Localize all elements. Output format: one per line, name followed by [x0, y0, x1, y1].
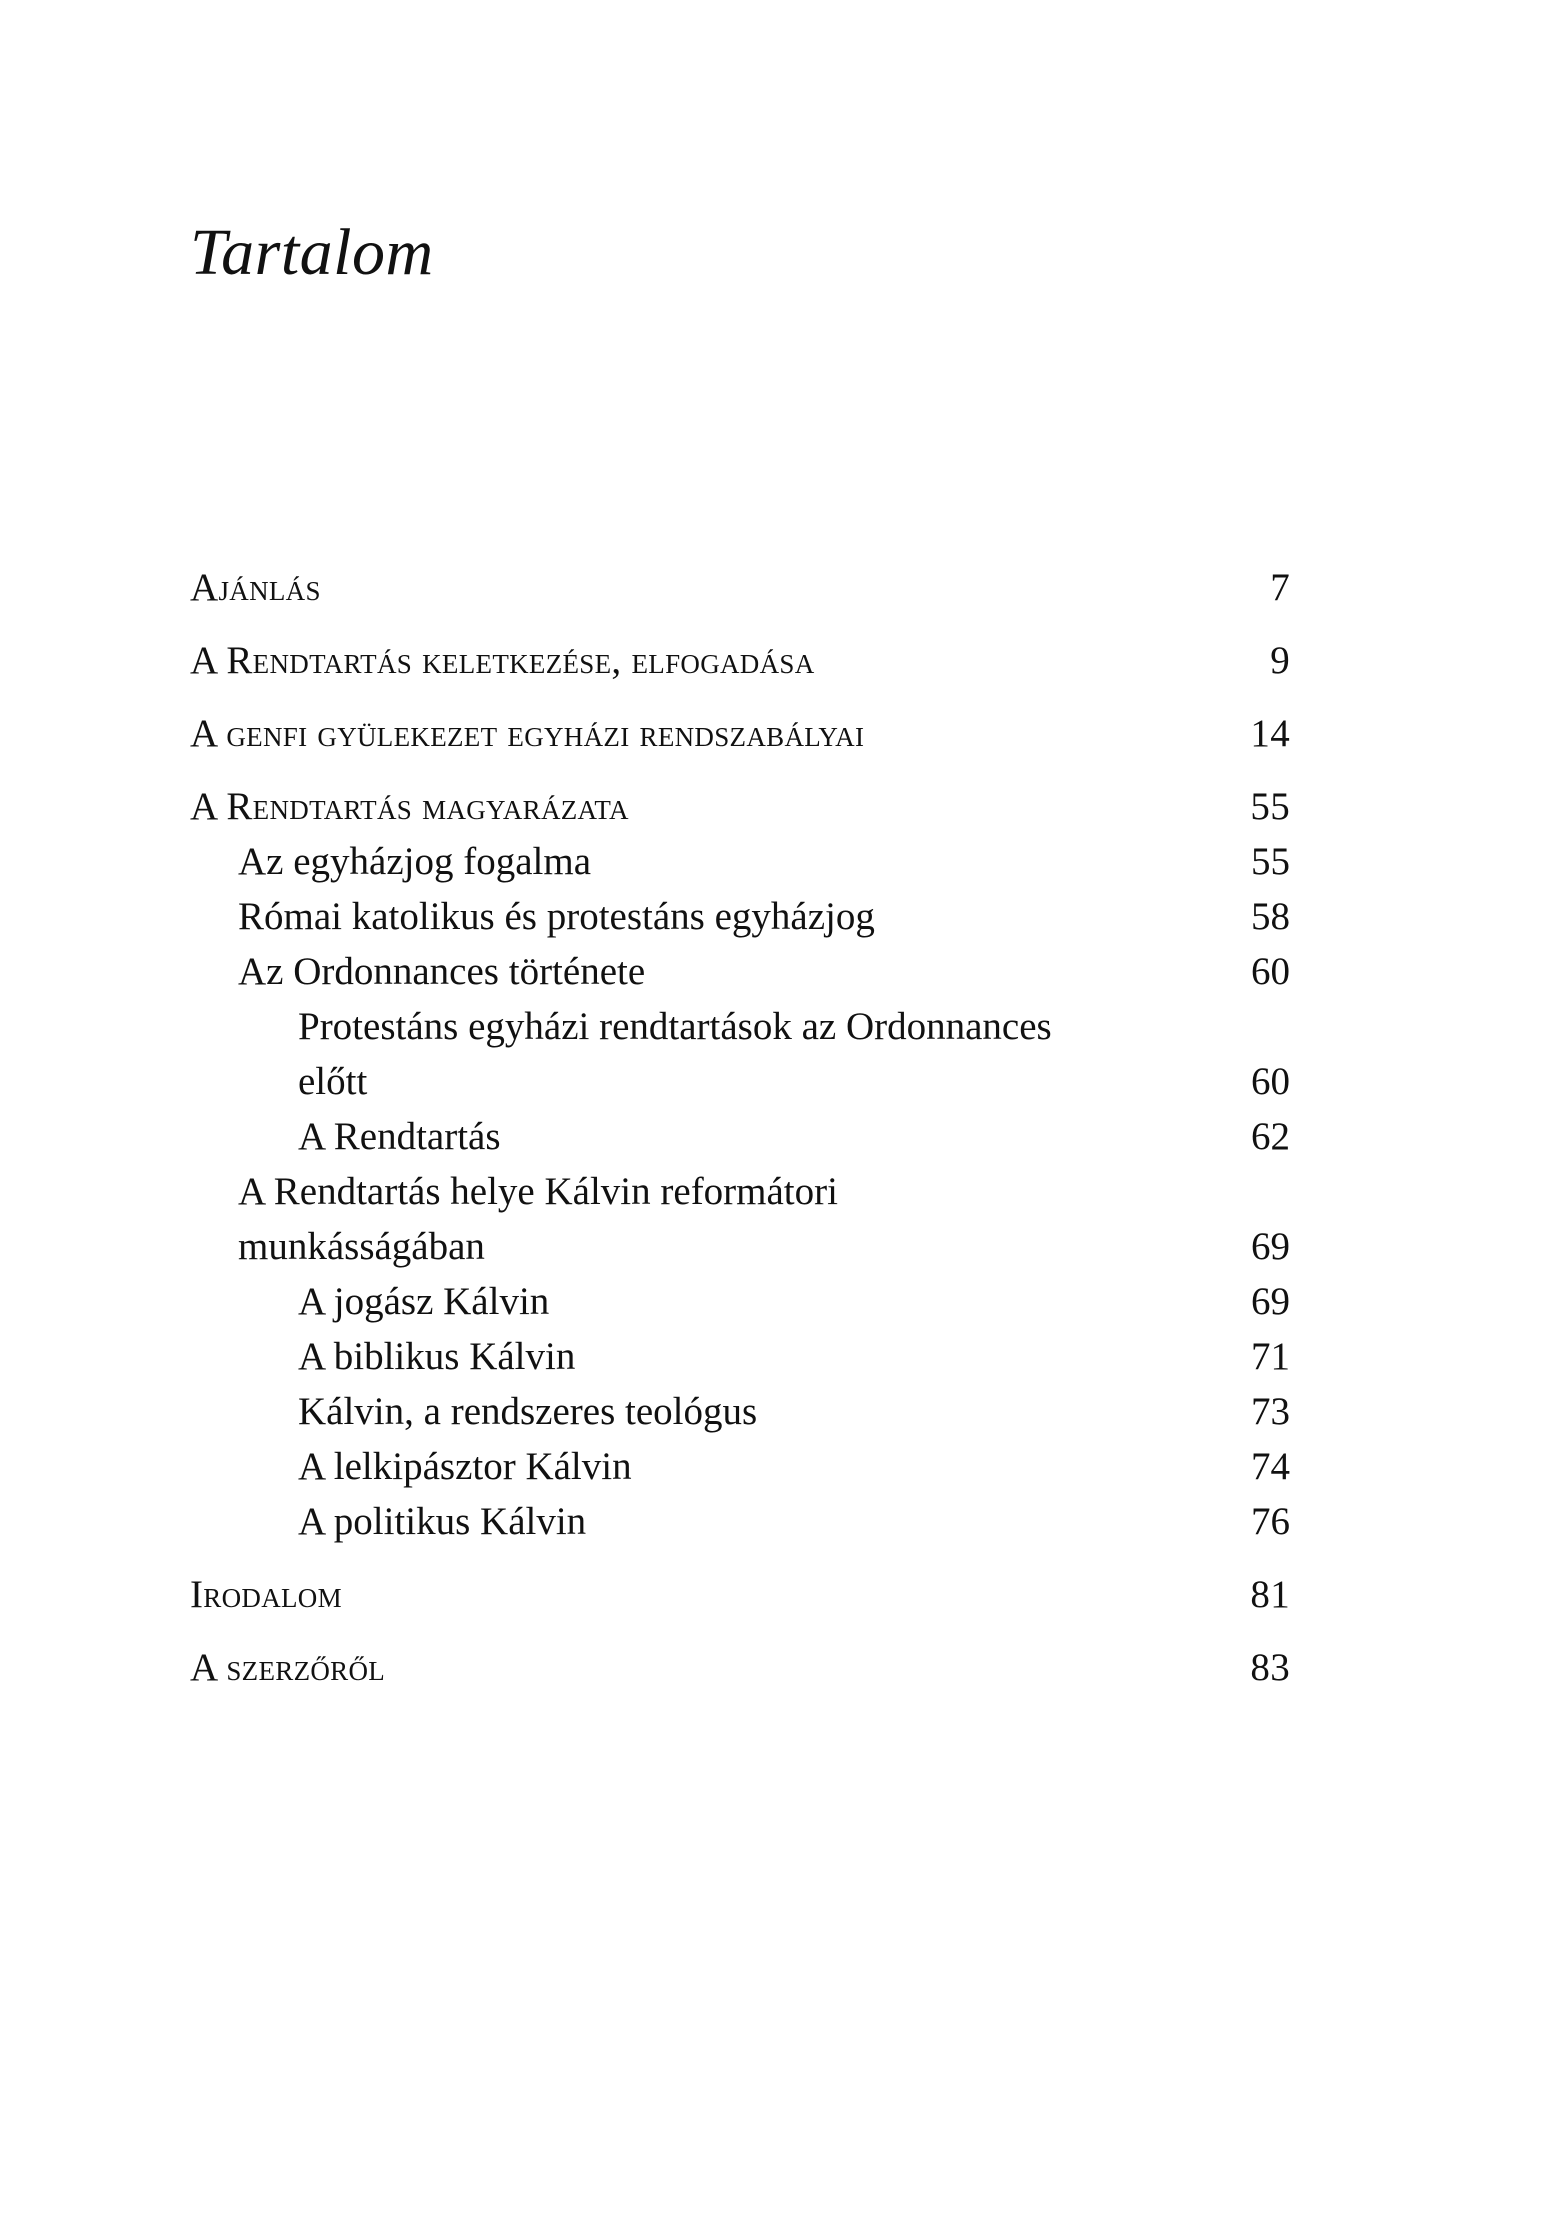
toc-entry-title-continued: előtt [298, 1060, 368, 1103]
toc-entry-biblikus-kalvin[interactable] [190, 1329, 1290, 1384]
toc-entry-title: A genfi gyülekezet egyházi rendszabályai [190, 712, 865, 755]
toc-page-number: 62 [1251, 1115, 1290, 1158]
toc-entry-title: A politikus Kálvin [298, 1500, 587, 1543]
toc-entry-romai-protestans[interactable] [190, 889, 1290, 944]
toc-entry-rendtartas[interactable] [190, 1109, 1290, 1164]
toc-page-number: 7 [1270, 566, 1290, 609]
toc-entry-szerzorol[interactable] [190, 1640, 1290, 1695]
toc-page-number: 60 [1251, 1060, 1290, 1103]
toc-entry-ajanlas[interactable] [190, 560, 1290, 615]
toc-entry-title: Kálvin, a rendszeres teológus [298, 1390, 758, 1433]
toc-entry-title: A Rendtartás [298, 1115, 501, 1158]
toc-page-number: 71 [1251, 1335, 1290, 1378]
toc-entry-title: Az Ordonnances története [238, 950, 646, 993]
toc-page-number: 73 [1251, 1390, 1290, 1433]
toc-entry-title: A biblikus Kálvin [298, 1335, 576, 1378]
toc-entry-title: Ajánlás [190, 566, 321, 609]
toc-page-number: 14 [1250, 712, 1290, 755]
page-title: Tartalom [190, 216, 434, 289]
toc-entry-rendtartas-helye[interactable] [190, 1164, 1290, 1274]
toc-entry-title: Protestáns egyházi rendtartások az Ordonnances [298, 1005, 1052, 1048]
toc-entry-title: Irodalom [190, 1573, 342, 1616]
toc-entry-title-continued: munkásságában [238, 1225, 485, 1268]
toc-entry-keletkezese[interactable] [190, 633, 1290, 688]
toc-entry-egyhazjog-fogalma[interactable] [190, 834, 1290, 889]
toc-entry-jogasz-kalvin[interactable] [190, 1274, 1290, 1329]
toc-page-number: 83 [1250, 1646, 1290, 1689]
toc-page-number: 60 [1251, 950, 1290, 993]
toc-entry-title: A Rendtartás keletkezése, elfogadása [190, 639, 815, 682]
toc-entry-title: A Rendtartás helye Kálvin reformátori [238, 1170, 838, 1213]
toc-page-number: 55 [1250, 785, 1290, 828]
toc-entry-magyarazata[interactable] [190, 779, 1290, 834]
toc-entry-irodalom[interactable] [190, 1567, 1290, 1622]
toc-page-number: 58 [1251, 895, 1290, 938]
toc-entry-lelkipasztor-kalvin[interactable] [190, 1439, 1290, 1494]
toc-entry-title: A Rendtartás magyarázata [190, 785, 629, 828]
toc-page-number: 81 [1250, 1573, 1290, 1616]
toc-entry-title: Az egyházjog fogalma [238, 840, 592, 883]
toc-page-number: 74 [1251, 1445, 1290, 1488]
toc-entry-protestans-rendtartasok[interactable] [190, 999, 1290, 1109]
toc-page-number: 69 [1251, 1280, 1290, 1323]
table-of-contents [190, 560, 1290, 1695]
toc-entry-title: A lelkipásztor Kálvin [298, 1445, 632, 1488]
toc-entry-politikus-kalvin[interactable] [190, 1494, 1290, 1549]
toc-page-number: 55 [1251, 840, 1290, 883]
toc-entry-title: Római katolikus és protestáns egyházjog [238, 895, 875, 938]
toc-entry-rendszeres-teologus[interactable] [190, 1384, 1290, 1439]
toc-entry-title: A jogász Kálvin [298, 1280, 550, 1323]
toc-page-number: 9 [1270, 639, 1290, 682]
toc-entry-title: A szerzőről [190, 1646, 386, 1689]
toc-page-number: 69 [1251, 1225, 1290, 1268]
toc-page-number: 76 [1251, 1500, 1290, 1543]
toc-entry-ordonnances-tortenete[interactable] [190, 944, 1290, 999]
toc-entry-rendszabalyai[interactable] [190, 706, 1290, 761]
